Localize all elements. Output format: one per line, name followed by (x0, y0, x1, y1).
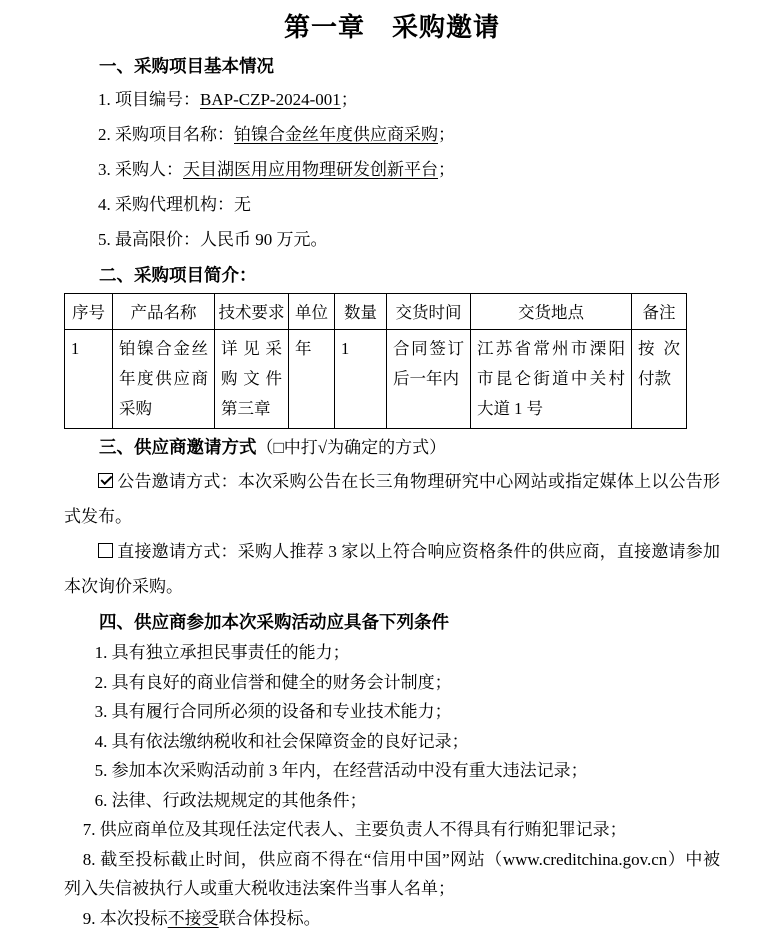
col-header-remark: 备注 (632, 294, 687, 330)
cell-unit: 年 (289, 330, 335, 429)
condition-item: 5. 参加本次采购活动前 3 年内，在经营活动中没有重大违法记录； (94, 761, 588, 780)
condition-suffix: 联合体投标。 (218, 908, 321, 928)
condition-item: 7. 供应商单位及其现任法定代表人、主要负责人不得具有行贿犯罪记录； (82, 820, 627, 839)
item-label: 4. 采购代理机构：无 (98, 195, 251, 214)
item-agency (64, 187, 720, 222)
cell-qty: 1 (335, 330, 387, 429)
checked-checkbox-icon (98, 473, 113, 488)
section-heading-basic-info: 一、采购项目基本情况 (99, 56, 274, 76)
section-heading-supplier-conditions: 四、供应商参加本次采购活动应具备下列条件 (99, 612, 449, 632)
item-label: 5. 最高限价：人民币 90 万元。 (98, 230, 328, 249)
item-label: 1. 项目编号： (98, 90, 200, 109)
cell-tech-req: 详见采购文件第三章 (215, 330, 289, 429)
condition-underlined: 不接受 (167, 908, 219, 928)
condition-prefix: 9. 本次投标 (82, 908, 168, 928)
section-heading-invitation-method (64, 433, 720, 462)
condition-item: 6. 法律、行政法规规定的其他条件； (94, 790, 367, 810)
item-label: 2. 采购项目名称： (98, 125, 234, 144)
col-header-delivery-place: 交货地点 (471, 294, 632, 330)
col-header-unit: 单位 (289, 294, 335, 330)
cell-seq: 1 (65, 330, 113, 429)
unchecked-checkbox-icon (98, 543, 113, 558)
col-header-qty: 数量 (335, 294, 387, 330)
cell-delivery-place: 江苏省常州市溧阳市昆仑街道中关村大道 1 号 (471, 330, 632, 429)
heading-bold-text: 三、供应商邀请方式 (99, 437, 257, 457)
method-text: 公告邀请方式：本次采购公告在长三角物理研究中心网站或指定媒体上以公告形式发布。 (64, 472, 720, 526)
product-table (64, 293, 687, 429)
method-text: 直接邀请方式：采购人推荐 3 家以上符合响应资格条件的供应商，直接邀请参加本次询价采购。 (64, 542, 720, 596)
table-row (65, 330, 687, 429)
col-header-seq: 序号 (65, 294, 113, 330)
table-header-row (65, 294, 687, 330)
item-suffix: ； (438, 125, 455, 144)
page-title: 第一章 采购邀请 (283, 12, 500, 42)
method-direct-invite (64, 534, 720, 604)
condition-item: 8. 截至投标截止时间，供应商不得在“信用中国”网站（www.creditchina.gov.cn）中被列入失信被执行人或重大税收违法案件当事人名单； (64, 849, 720, 898)
item-value-underlined: 铂镍合金丝年度供应商采购 (234, 125, 438, 144)
item-project-name (64, 117, 720, 152)
condition-item: 3. 具有履行合同所必须的设备和专业技术能力； (94, 702, 452, 721)
col-header-tech-req: 技术要求 (215, 294, 289, 330)
method-announcement (64, 464, 720, 534)
cell-product: 铂镍合金丝年度供应商采购 (113, 330, 215, 429)
cell-delivery-time: 合同签订后一年内 (387, 330, 471, 429)
item-purchaser (64, 152, 720, 187)
condition-item: 4. 具有依法缴纳税收和社会保障资金的良好记录； (94, 731, 469, 751)
item-value-underlined: BAP-CZP-2024-001 (200, 90, 341, 109)
item-suffix: ； (438, 160, 455, 179)
condition-item-no-consortium (64, 904, 720, 934)
condition-item: 2. 具有良好的商业信誉和健全的财务会计制度； (94, 672, 452, 692)
item-price-limit (64, 222, 720, 257)
col-header-product: 产品名称 (113, 294, 215, 330)
item-project-number (64, 82, 720, 117)
condition-item: 1. 具有独立承担民事责任的能力； (94, 643, 350, 662)
col-header-delivery-time: 交货时间 (387, 294, 471, 330)
heading-note: （□中打√为确定的方式） (256, 438, 447, 457)
cell-remark: 按次付款 (632, 330, 687, 429)
item-label: 3. 采购人： (98, 160, 183, 179)
item-value-underlined: 天目湖医用应用物理研发创新平台 (183, 160, 438, 179)
item-suffix: ； (340, 90, 358, 109)
section-heading-project-brief: 二、采购项目简介： (99, 265, 257, 285)
